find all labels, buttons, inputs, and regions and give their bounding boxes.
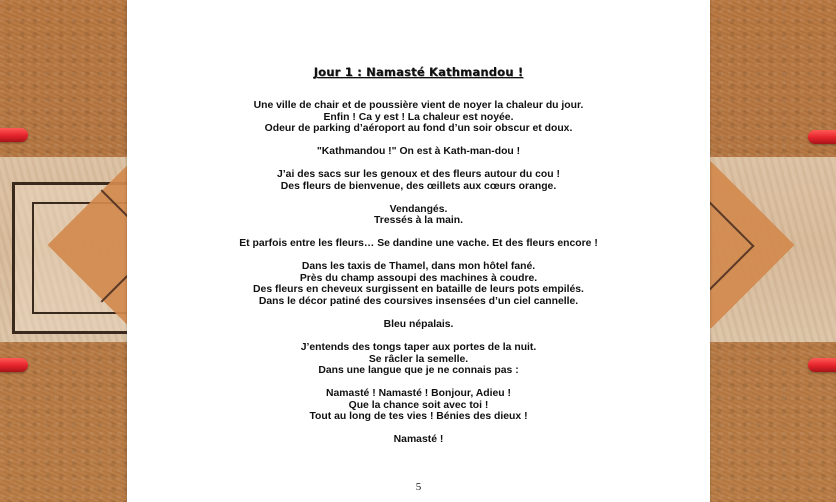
poem-stanza	[127, 388, 710, 423]
left-kraft-panel	[0, 0, 127, 502]
poem-line: Une ville de chair et de poussière vient de noyer la chaleur du jour.	[253, 100, 584, 111]
poem-stanza	[127, 319, 710, 331]
poem-line: Que la chance soit avec toi !	[348, 399, 489, 411]
poem-line: Namasté ! Namasté ! Bonjour, Adieu !	[326, 388, 511, 400]
poem-line: Dans une langue que je ne connais pas :	[318, 365, 519, 377]
poem-line: Et parfois entre les fleurs… Se dandine une vache. Et des fleurs encore !	[239, 238, 598, 250]
poem-line: J’entends des tongs taper aux portes de la nuit.	[300, 342, 537, 354]
poem-stanza	[127, 434, 710, 446]
poem-line: Odeur de parking d’aéroport au fond d’un soir obscur et doux.	[264, 123, 573, 135]
right-red-ribbon-bottom	[808, 358, 836, 372]
page-title: Jour 1 : Namasté Kathmandou !	[313, 65, 524, 79]
poem-line: Se râcler la semelle.	[368, 353, 469, 365]
poem-line: Tressés à la main.	[374, 215, 463, 227]
poem-line: Bleu népalais.	[383, 319, 454, 331]
left-red-ribbon-bottom	[0, 358, 28, 372]
poem-body	[127, 100, 710, 457]
left-red-ribbon-top	[0, 128, 28, 142]
poem-line: Vendangés.	[389, 203, 448, 215]
page-number: 5	[415, 481, 422, 493]
poem-stanza	[127, 146, 710, 158]
right-red-ribbon-top	[808, 130, 836, 144]
poem-line: "Kathmandou !" On est à Kath-man-dou !	[316, 146, 521, 158]
poem-stanza	[127, 100, 710, 135]
poem-line: Enfin ! Ca y est ! La chaleur est noyée.	[323, 111, 514, 123]
poem-line: J’ai des sacs sur les genoux et des fleurs autour du cou !	[277, 169, 560, 181]
poem-line: Dans les taxis de Thamel, dans mon hôtel fané.	[301, 261, 536, 273]
right-kraft-panel	[710, 0, 836, 502]
poem-line: Namasté !	[393, 434, 444, 446]
poem-stanza	[127, 169, 710, 192]
poem-line: Près du champ assoupi des machines à coudre.	[299, 272, 538, 284]
poem-stanza	[127, 204, 710, 227]
poem-stanza	[127, 238, 710, 250]
poem-line: Tout au long de tes vies ! Bénies des dieux !	[309, 411, 528, 423]
poem-stanza	[127, 342, 710, 377]
poem-line: Des fleurs de bienvenue, des œillets aux cœurs orange.	[280, 180, 557, 192]
poem-stanza	[127, 261, 710, 307]
poem-line: Des fleurs en cheveux surgissent en bataille de leurs pots empilés.	[253, 284, 584, 296]
poem-line: Dans le décor patiné des coursives insensées d’un ciel cannelle.	[258, 296, 579, 308]
page-sheet	[127, 0, 710, 502]
